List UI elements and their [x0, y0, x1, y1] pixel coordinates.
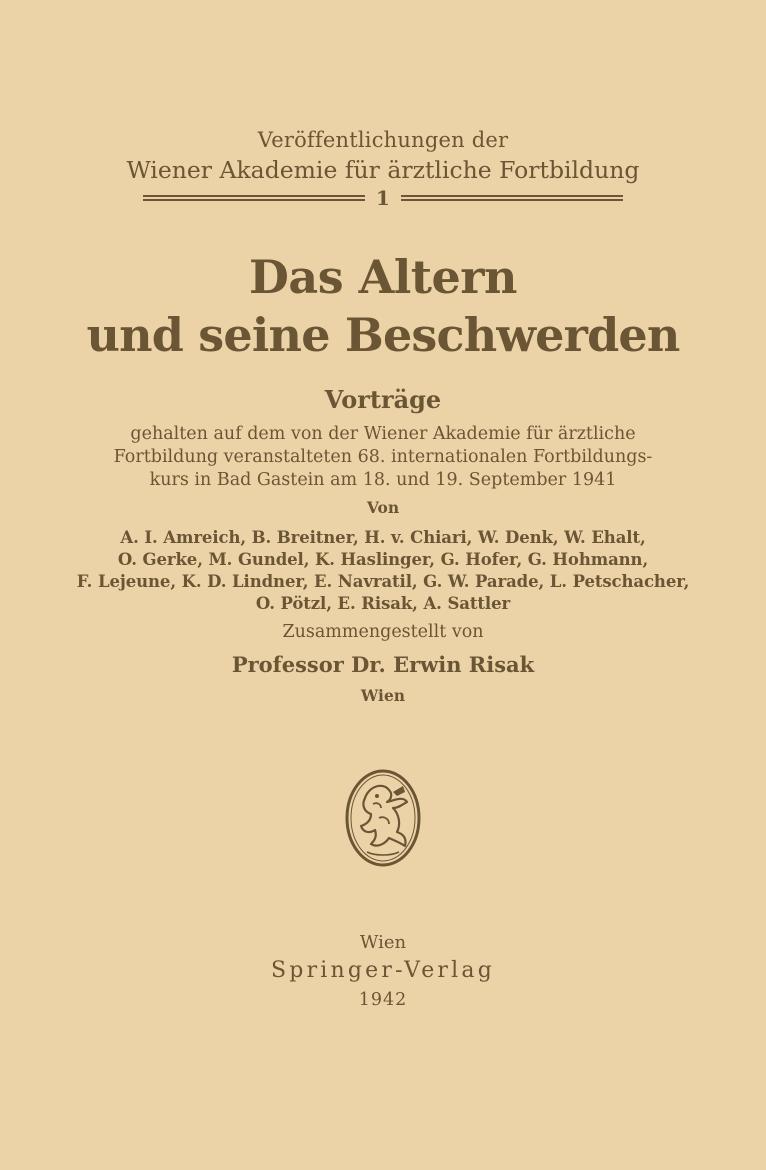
authors-line-4: O. Pötzl, E. Risak, A. Sattler	[255, 594, 511, 613]
series-volume-number: 1	[376, 186, 390, 210]
authors-line-2: O. Gerke, M. Gundel, K. Haslinger, G. Hofer, G. Hohmann,	[117, 550, 649, 569]
by-label: Von	[366, 498, 400, 517]
authors-line-3: F. Lejeune, K. D. Lindner, E. Navratil, G. W. Parade, L. Petschacher,	[76, 572, 690, 591]
series-title-line-1: Veröffentlichungen der	[257, 128, 509, 152]
publisher-name: Springer-Verlag	[271, 958, 495, 983]
springer-knight-emblem-icon	[343, 768, 423, 868]
editor-name: Professor Dr. Erwin Risak	[231, 652, 535, 677]
description-line-1: gehalten auf dem von der Wiener Akademie für ärztliche	[130, 424, 636, 444]
editor-city: Wien	[360, 686, 406, 705]
description-line-2: Fortbildung veranstalteten 68. internationalen Fortbildungs-	[113, 447, 653, 467]
double-rule-right	[401, 195, 623, 201]
book-title-line-1: Das Altern	[249, 250, 517, 304]
publication-year: 1942	[358, 990, 408, 1010]
series-title-line-2: Wiener Akademie für ärztliche Fortbildung	[126, 156, 640, 184]
publisher-city: Wien	[359, 932, 407, 953]
book-title-line-2: und seine Beschwerden	[86, 308, 680, 362]
subtitle: Vorträge	[324, 385, 442, 414]
series-volume-rule	[143, 187, 623, 211]
description-line-3: kurs in Bad Gastein am 18. und 19. September 1941	[149, 470, 617, 490]
authors-line-1: A. I. Amreich, B. Breitner, H. v. Chiari, W. Denk, W. Ehalt,	[120, 528, 646, 547]
compiled-by-label: Zusammengestellt von	[282, 622, 484, 642]
